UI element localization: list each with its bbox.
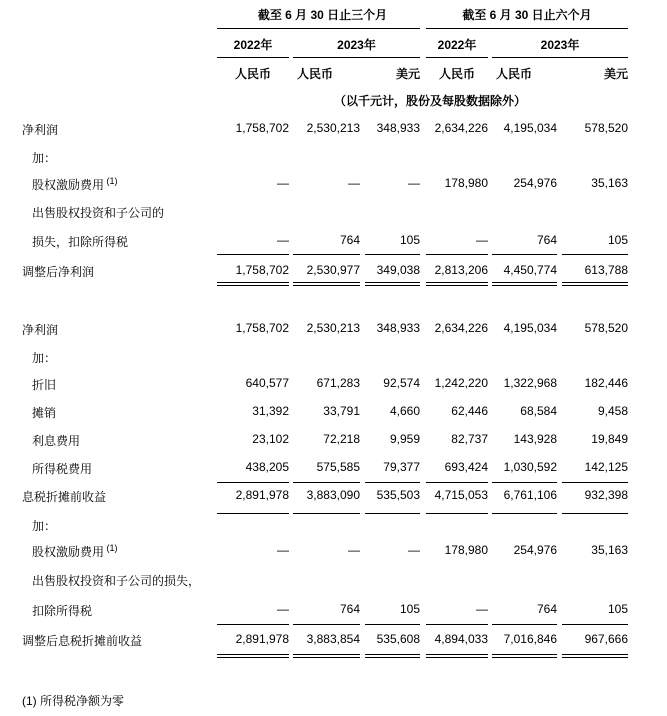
row-label: 调整后净利润 <box>22 265 95 279</box>
single-rule <box>293 482 360 483</box>
single-rule <box>293 624 360 625</box>
single-rule <box>365 513 420 514</box>
single-rule <box>217 254 289 255</box>
cell-value: 105 <box>399 233 420 247</box>
cell-value: 1,030,592 <box>503 460 557 474</box>
cell-value: — <box>348 543 360 557</box>
header-rule <box>426 28 628 29</box>
cell-value: 349,038 <box>376 263 420 277</box>
single-rule <box>492 254 557 255</box>
year-header: 2022年 <box>233 38 273 52</box>
cell-value: 4,894,033 <box>434 632 488 646</box>
double-rule <box>365 282 420 286</box>
currency-header: 美元 <box>603 67 628 81</box>
single-rule <box>293 254 360 255</box>
cell-value: 4,450,774 <box>503 263 557 277</box>
row-label: 调整后息税折摊前收益 <box>22 634 143 648</box>
cell-value: 4,715,053 <box>434 488 488 502</box>
cell-value: 35,163 <box>591 543 628 557</box>
double-rule <box>562 654 628 658</box>
cell-value: 575,585 <box>316 460 360 474</box>
cell-value: 6,761,106 <box>503 488 557 502</box>
double-rule <box>426 654 488 658</box>
single-rule <box>217 624 289 625</box>
cell-value: 2,530,977 <box>306 263 360 277</box>
single-rule <box>562 482 628 483</box>
year-header: 2023年 <box>337 38 376 52</box>
cell-value: 932,398 <box>584 488 628 502</box>
single-rule <box>217 513 289 514</box>
single-rule <box>365 482 420 483</box>
cell-value: 105 <box>399 602 420 616</box>
cell-value: 23,102 <box>252 432 289 446</box>
cell-value: 2,634,226 <box>434 121 488 135</box>
cell-value: 72,218 <box>323 432 360 446</box>
double-rule <box>492 282 557 286</box>
cell-value: — <box>348 176 360 190</box>
cell-value: — <box>277 176 289 190</box>
cell-value: — <box>277 543 289 557</box>
footnote: (1) 所得税净额为零 <box>22 694 125 708</box>
single-rule <box>217 482 289 483</box>
cell-value: 578,520 <box>584 121 628 135</box>
cell-value: 2,891,978 <box>235 632 289 646</box>
cell-value: 535,503 <box>376 488 420 502</box>
row-label: 加： <box>32 351 57 365</box>
cell-value: 640,577 <box>245 376 289 390</box>
year-rule <box>293 57 420 58</box>
cell-value: 348,933 <box>376 121 420 135</box>
single-rule <box>562 513 628 514</box>
row-label: 利息费用 <box>32 434 81 448</box>
cell-value: 2,813,206 <box>434 263 488 277</box>
cell-value: 2,891,978 <box>235 488 289 502</box>
row-label: 息税折摊前收益 <box>22 490 107 504</box>
cell-value: 178,980 <box>444 543 488 557</box>
cell-value: 254,976 <box>513 176 557 190</box>
year-rule <box>426 57 488 58</box>
cell-value: 764 <box>536 602 557 616</box>
cell-value: 693,424 <box>444 460 488 474</box>
cell-value: 578,520 <box>584 321 628 335</box>
single-rule <box>562 624 628 625</box>
cell-value: 35,163 <box>591 176 628 190</box>
row-label: 股权激励费用 $^{(1)}$ <box>32 543 118 559</box>
year-header: 2022年 <box>437 38 477 52</box>
currency-header: 人民币 <box>438 67 475 81</box>
cell-value: — <box>476 233 488 247</box>
cell-value: 438,205 <box>245 460 289 474</box>
cell-value: 4,195,034 <box>503 121 557 135</box>
single-rule <box>492 624 557 625</box>
cell-value: 105 <box>607 233 628 247</box>
double-rule <box>365 654 420 658</box>
cell-value: 142,125 <box>584 460 628 474</box>
row-label: 折旧 <box>32 378 57 392</box>
cell-value: 1,242,220 <box>434 376 488 390</box>
cell-value: 671,283 <box>316 376 360 390</box>
cell-value: 1,758,702 <box>235 321 289 335</box>
cell-value: 19,849 <box>591 432 628 446</box>
cell-value: 535,608 <box>376 632 420 646</box>
cell-value: — <box>277 233 289 247</box>
row-label: 加： <box>32 519 57 533</box>
cell-value: — <box>408 176 420 190</box>
cell-value: 92,574 <box>383 376 420 390</box>
row-label: 加： <box>32 151 57 165</box>
single-rule <box>426 482 488 483</box>
cell-value: — <box>277 602 289 616</box>
single-rule <box>365 624 420 625</box>
cell-value: 3,883,090 <box>306 488 360 502</box>
cell-value: 1,322,968 <box>503 376 557 390</box>
single-rule <box>426 624 488 625</box>
single-rule <box>293 513 360 514</box>
period-header-six-months: 截至 6 月 30 日止六个月 <box>462 8 592 22</box>
cell-value: 4,660 <box>389 404 420 418</box>
row-label: 损失，扣除所得税 <box>32 235 129 249</box>
cell-value: 68,584 <box>520 404 557 418</box>
double-rule <box>293 282 360 286</box>
cell-value: 254,976 <box>513 543 557 557</box>
period-header-three-months: 截至 6 月 30 日止三个月 <box>257 8 388 22</box>
row-label: 出售股权投资和子公司的 <box>32 206 165 220</box>
unit-note: （以千元计，股份及每股数据除外） <box>333 94 526 108</box>
cell-value: 764 <box>536 233 557 247</box>
cell-value: 143,928 <box>513 432 557 446</box>
footnote-ref: (1) <box>104 176 118 186</box>
double-rule <box>217 654 289 658</box>
year-header: 2023年 <box>540 38 580 52</box>
cell-value: 178,980 <box>444 176 488 190</box>
cell-value: 9,458 <box>597 404 628 418</box>
row-label: 净利润 <box>22 323 59 337</box>
cell-value: 7,016,846 <box>503 632 557 646</box>
cell-value: 764 <box>339 602 360 616</box>
single-rule <box>492 513 557 514</box>
cell-value: — <box>408 543 420 557</box>
header-rule <box>217 28 420 29</box>
currency-header: 人民币 <box>297 67 334 81</box>
cell-value: 182,446 <box>584 376 628 390</box>
currency-header: 人民币 <box>234 67 271 81</box>
cell-value: 105 <box>607 602 628 616</box>
single-rule <box>492 482 557 483</box>
double-rule <box>426 282 488 286</box>
currency-header: 人民币 <box>496 67 533 81</box>
single-rule <box>426 254 488 255</box>
double-rule <box>492 654 557 658</box>
cell-value: 82,737 <box>451 432 488 446</box>
cell-value: 33,791 <box>323 404 360 418</box>
cell-value: 79,377 <box>383 460 420 474</box>
double-rule <box>217 282 289 286</box>
single-rule <box>562 254 628 255</box>
single-rule <box>365 254 420 255</box>
double-rule <box>293 654 360 658</box>
currency-header: 美元 <box>395 67 420 81</box>
cell-value: 348,933 <box>376 321 420 335</box>
cell-value: 2,530,213 <box>306 321 360 335</box>
single-rule <box>426 513 488 514</box>
cell-value: 764 <box>339 233 360 247</box>
cell-value: 62,446 <box>451 404 488 418</box>
row-label: 所得税费用 <box>32 462 93 476</box>
cell-value: — <box>476 602 488 616</box>
row-label: 出售股权投资和子公司的损失， <box>32 574 201 588</box>
cell-value: 1,758,702 <box>235 263 289 277</box>
year-rule <box>217 57 289 58</box>
cell-value: 9,959 <box>389 432 420 446</box>
row-label: 摊销 <box>32 406 57 420</box>
year-rule <box>492 57 628 58</box>
footnote-ref: (1) <box>104 543 118 553</box>
cell-value: 613,788 <box>584 263 628 277</box>
cell-value: 1,758,702 <box>235 121 289 135</box>
double-rule <box>562 282 628 286</box>
row-label: 净利润 <box>22 123 59 137</box>
cell-value: 2,634,226 <box>434 321 488 335</box>
cell-value: 4,195,034 <box>503 321 557 335</box>
row-label: 股权激励费用 $^{(1)}$ <box>32 176 118 192</box>
cell-value: 31,392 <box>252 404 289 418</box>
cell-value: 967,666 <box>584 632 628 646</box>
cell-value: 2,530,213 <box>306 121 360 135</box>
row-label: 扣除所得税 <box>32 604 93 618</box>
cell-value: 3,883,854 <box>306 632 360 646</box>
